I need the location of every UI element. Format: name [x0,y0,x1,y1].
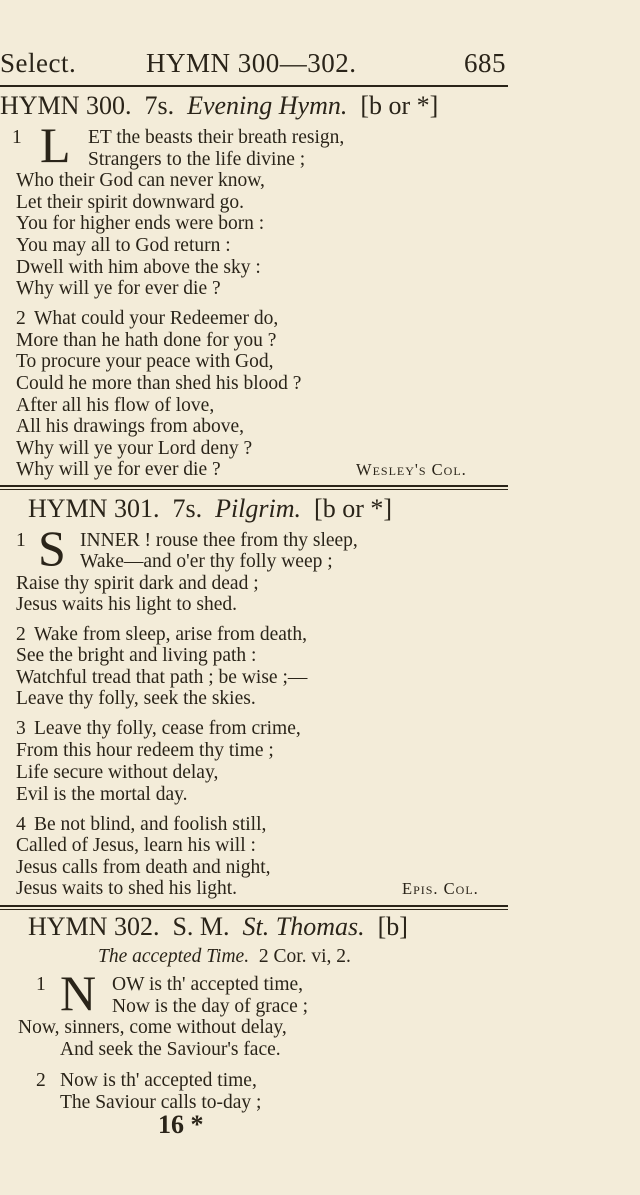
hymn-301-line: Jesus waits his light to shed. [16,594,238,615]
section-rule [0,485,508,487]
hymn-301-stanza-4-number: 4 [16,814,26,835]
hymn-302-stanza-1-number: 1 [36,974,46,995]
hymn-302-line: Now is the day of grace ; [112,996,309,1017]
hymn-300-line: More than he hath done for you ? [16,330,277,351]
signature-mark: 16 * [158,1110,204,1139]
hymn-301-line: Raise thy spirit dark and dead ; [16,573,259,594]
hymn-301-line: Jesus waits to shed his light. [16,878,238,899]
hymn-300-stanza-1-number: 1 [12,127,22,148]
hymn-301-line: INNER ! rouse thee from thy sleep, [80,530,358,551]
hymn-301-line: Leave thy folly, cease from crime, [34,718,301,739]
hymn-300-line: Why will ye for ever die ? [16,278,221,299]
hymn-300-title: HYMN 300. 7s. Evening Hymn. [b or *] [0,91,439,120]
hymn-302-line: OW is th' accepted time, [112,974,304,995]
hymn-302-stanza-2-number: 2 [36,1070,46,1091]
hymn-300-drop-cap: L [40,117,71,173]
hymn-300-attribution: Wesley's Col. [356,460,467,479]
hymn-300-line: Who their God can never know, [16,170,265,191]
hymn-300-line: Strangers to the life divine ; [88,149,306,170]
section-rule [0,905,508,907]
section-rule [0,909,508,910]
hymn-301-line: See the bright and living path : [16,645,257,666]
hymn-301-title: HYMN 301. 7s. Pilgrim. [b or *] [28,494,393,523]
header-section: Select. [0,48,77,78]
hymn-301-line: Leave thy folly, seek the skies. [16,688,256,709]
hymn-302-line: Now is th' accepted time, [60,1070,257,1091]
hymn-300-line: Let their spirit downward go. [16,192,244,213]
hymn-302-line: Now, sinners, come without delay, [18,1017,287,1038]
hymn-301-line: Wake from sleep, arise from death, [34,624,307,645]
hymn-301-line: Watchful tread that path ; be wise ;— [16,667,308,688]
hymn-301-stanza-1-number: 1 [16,530,26,551]
hymn-301-line: Jesus calls from death and night, [16,857,271,878]
hymn-302-drop-cap: N [60,965,97,1021]
hymn-301-line: Evil is the mortal day. [16,784,188,805]
hymn-300-line: Could he more than shed his blood ? [16,373,302,394]
hymn-300-line: You may all to God return : [16,235,231,256]
header-rule [0,85,508,87]
section-rule [0,489,508,490]
hymn-300-line: ET the beasts their breath resign, [88,127,345,148]
hymn-302-title: HYMN 302. S. M. St. Thomas. [b] [28,912,408,941]
hymn-301-attribution: Epis. Col. [402,879,479,898]
header-title: HYMN 300—302. [146,48,357,78]
hymn-301-line: Called of Jesus, learn his will : [16,835,256,856]
hymn-302-line: The Saviour calls to-day ; [60,1092,262,1113]
hymn-301-drop-cap: S [38,520,66,576]
hymn-300-line: All his drawings from above, [16,416,245,437]
hymn-300-line: Why will ye your Lord deny ? [16,438,253,459]
hymn-301-line: From this hour redeem thy time ; [16,740,274,761]
hymn-302-subtitle: The accepted Time. 2 Cor. vi, 2. [98,946,351,967]
hymn-300-stanza-2-number: 2 [16,308,26,329]
hymn-301-stanza-3-number: 3 [16,718,26,739]
hymn-301-stanza-2-number: 2 [16,624,26,645]
hymn-300-line: Dwell with him above the sky : [16,257,261,278]
page-number: 685 [464,48,506,78]
hymn-301-line: Wake—and o'er thy folly weep ; [80,551,333,572]
hymn-300-line: After all his flow of love, [16,395,215,416]
hymn-300-line: Why will ye for ever die ? [16,459,221,480]
hymn-300-line: You for higher ends were born : [16,213,265,234]
hymn-302-line: And seek the Saviour's face. [60,1039,281,1060]
hymn-300-line: What could your Redeemer do, [34,308,279,329]
hymn-301-line: Be not blind, and foolish still, [34,814,267,835]
hymn-301-line: Life secure without delay, [16,762,219,783]
hymn-300-line: To procure your peace with God, [16,351,274,372]
